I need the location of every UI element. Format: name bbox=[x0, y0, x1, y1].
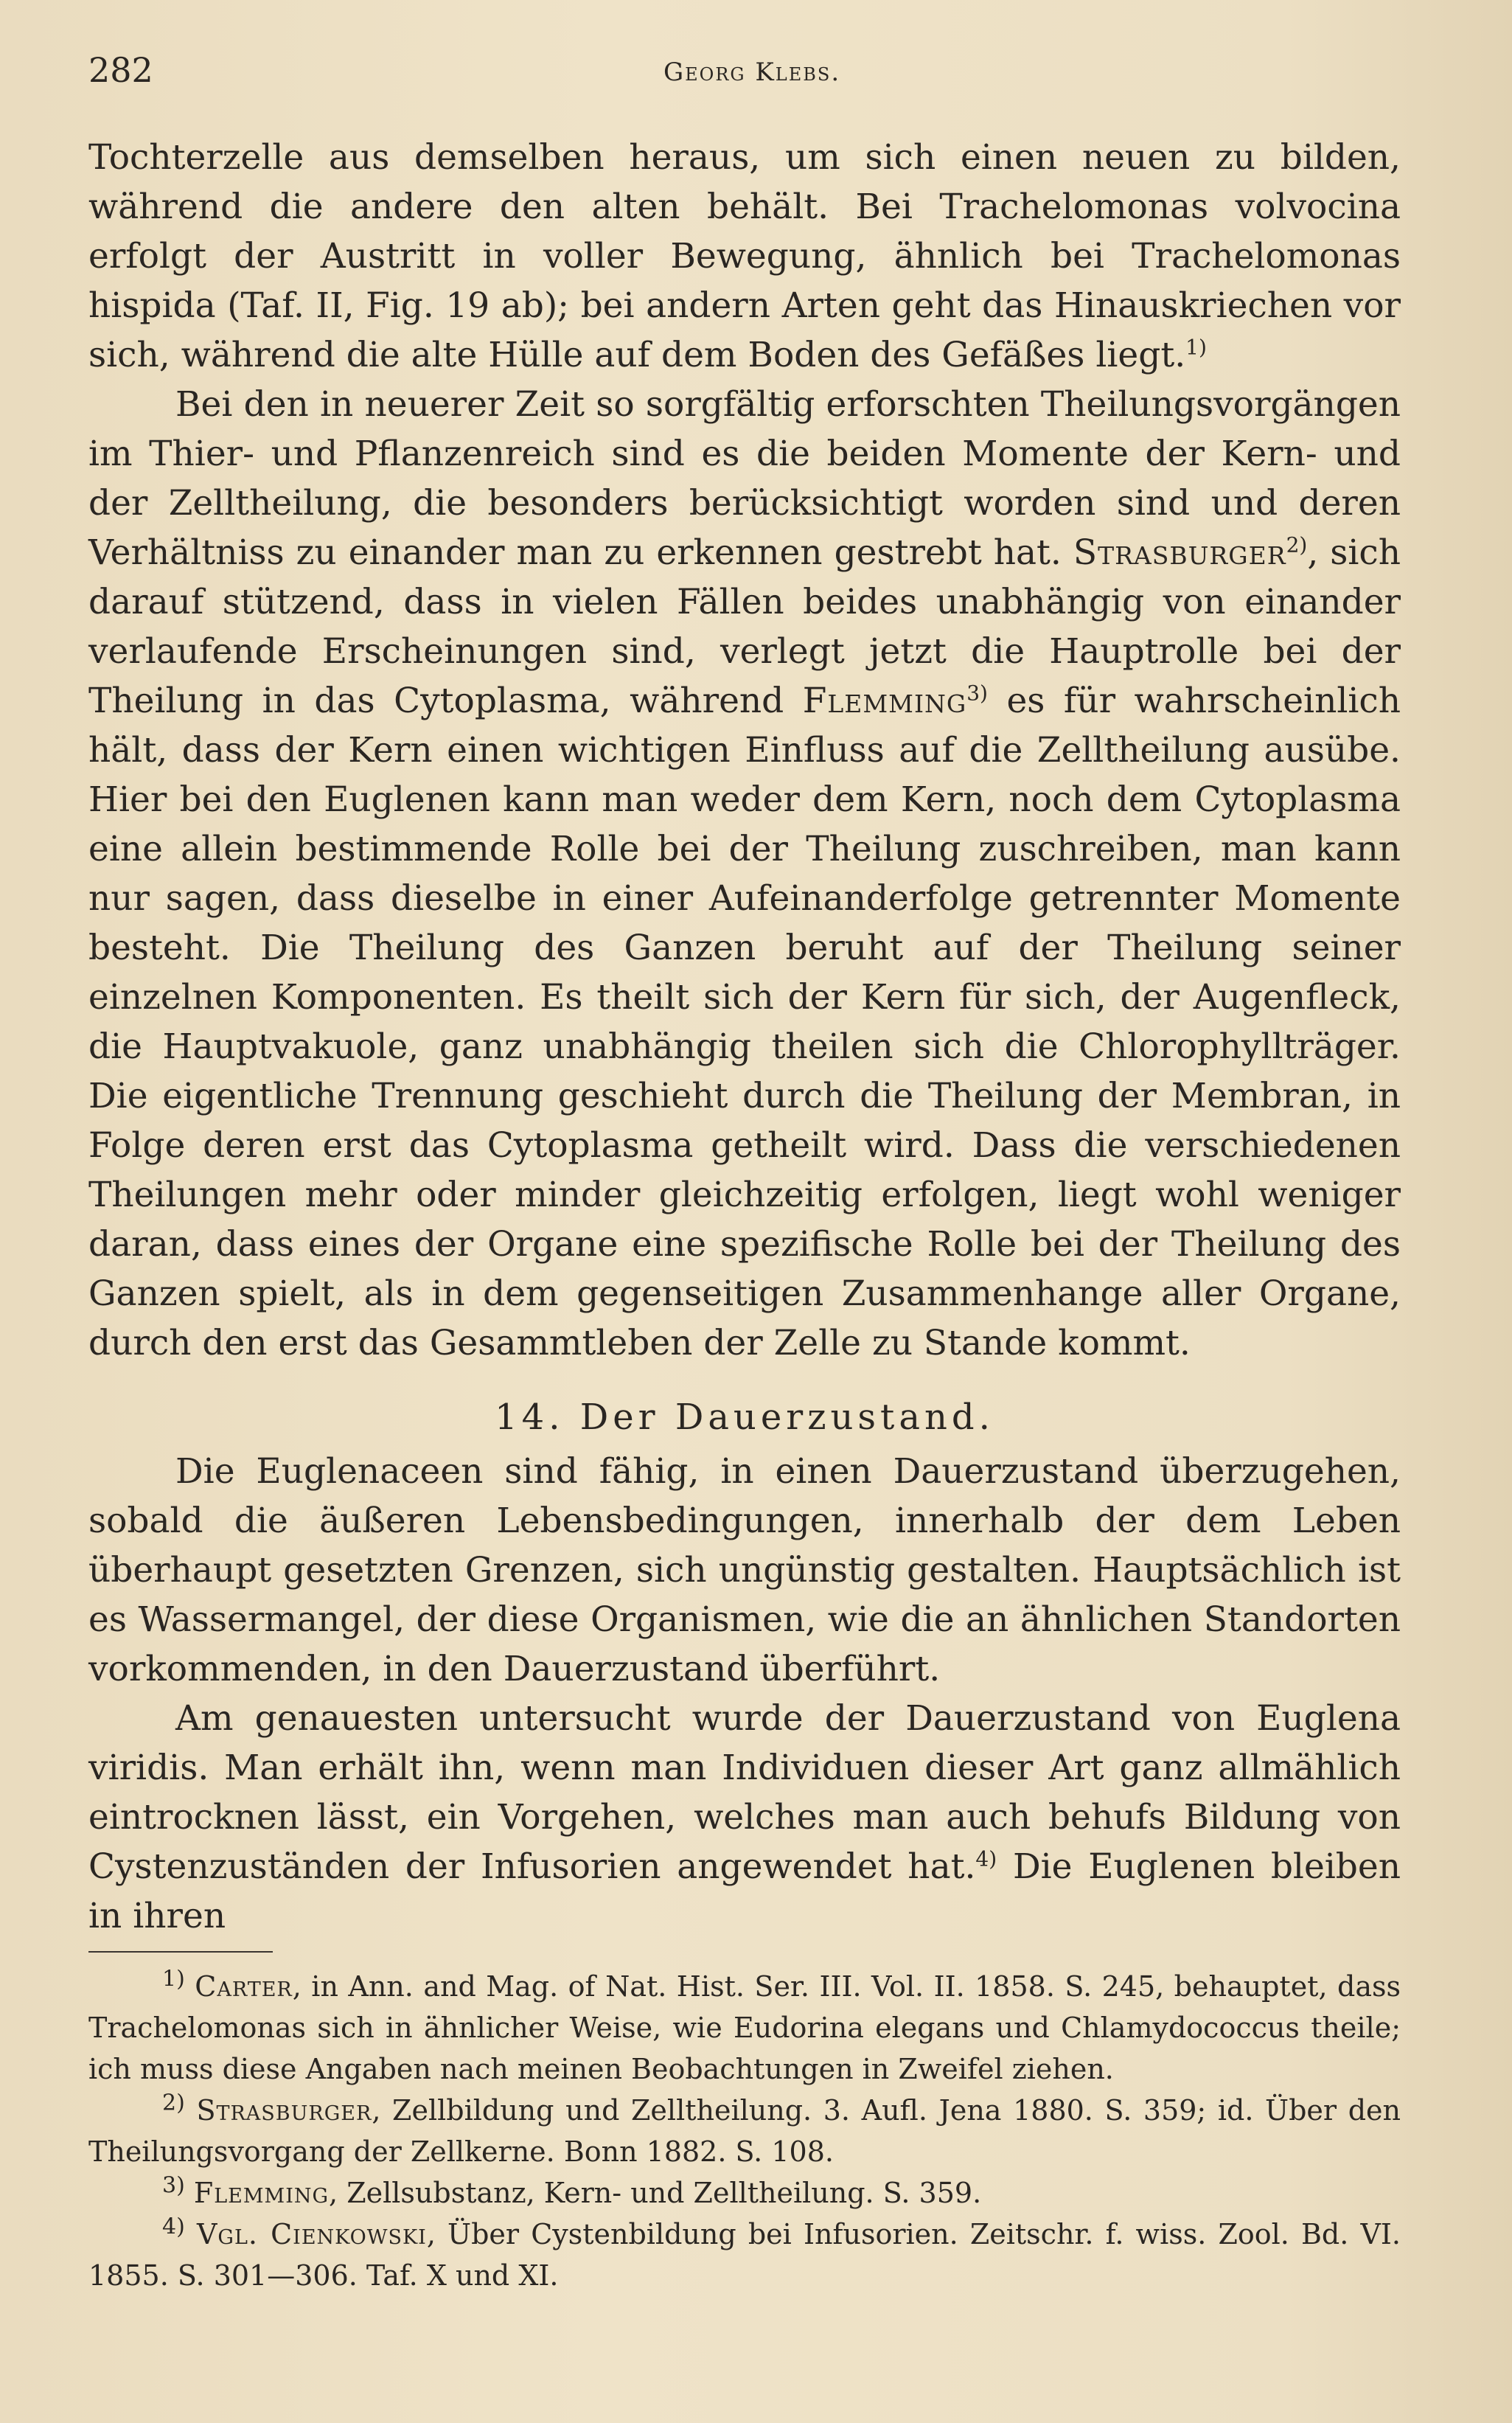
footnote-2 bbox=[88, 2090, 1401, 2172]
page-number: 282 bbox=[88, 50, 153, 90]
footnote-divider bbox=[88, 1951, 273, 1953]
paragraph-3: Die Euglenaceen sind fähig, in einen Dauerzustand überzugehen, sobald die äußeren Lebensbedingungen, innerhalb der dem Leben überhaupt gesetzten Grenzen, sich ungünstig gestalten. Hauptsächlich ist es Wassermangel, der diese Organismen, wie die an ähnlichen Standorten vorkommenden, in den Dauerzustand überführt. bbox=[88, 1451, 1401, 1689]
footnote-ref-4: 4) bbox=[975, 1846, 997, 1871]
footnote-ref-3: 3) bbox=[966, 681, 988, 706]
author-name-strasburger: Strasburger bbox=[1073, 532, 1286, 573]
footnote-text: , in Ann. and Mag. of Nat. Hist. Ser. III. Vol. II. 1858. S. 245, behauptet, dass Trachelomonas sich in ähnlicher Weise, wie Eudorina elegans und Chlamydococcus theile; ich muss diese Angaben nach meinen Beobachtungen in Zweifel ziehen. bbox=[88, 1970, 1401, 2085]
footnote-text: , Zellbildung und Zelltheilung. 3. Aufl. Jena 1880. S. 359; id. Über den Theilungsvorgang der Zellkerne. Bonn 1882. S. 108. bbox=[88, 2094, 1401, 2168]
paragraph-2-text-c: es für wahrscheinlich hält, dass der Kern einen wichtigen Einfluss auf die Zelltheilung ausübe. Hier bei den Euglenen kann man weder dem Kern, noch dem Cytoplasma eine allein bestimmende Rolle bei der Theilung zuschreiben, man kann nur sagen, dass dieselbe in einer Aufeinanderfolge getrennter Momente besteht. Die Theilung des Ganzen beruht auf der Theilung seiner einzelnen Komponenten. Es theilt sich der Kern für sich, der Augenfleck, die Hauptvakuole, ganz unabhängig theilen sich die Chlorophyllträger. Die eigentliche Trennung geschieht durch die Theilung der Membran, in Folge deren erst das Cytoplasma getheilt wird. Dass die verschiedenen Theilungen mehr oder minder gleichzeitig erfolgen, liegt wohl weniger daran, dass eines der Organe eine spezifische Rolle bei der Theilung des Ganzen spielt, als in dem gegenseitigen Zusammenhange aller Organe, durch den erst das Gesammtleben der Zelle zu Stande kommt. bbox=[88, 681, 1401, 1363]
footnote-ref-1: 1) bbox=[1185, 335, 1207, 360]
footnote-text: , Über Cystenbildung bei Infusorien. Zeitschr. f. wiss. Zool. Bd. VI. 1855. S. 301—306. Taf. X und XI. bbox=[88, 2218, 1401, 2292]
running-head-author: Georg Klebs. bbox=[663, 58, 841, 87]
running-head bbox=[88, 50, 1401, 94]
footnote-number: 1) bbox=[162, 1966, 185, 1992]
footnote-4 bbox=[88, 2214, 1401, 2296]
footnote-3 bbox=[88, 2172, 1401, 2214]
footnote-number: 2) bbox=[162, 2090, 185, 2116]
paragraph-1 bbox=[88, 133, 1401, 380]
footnote-1 bbox=[88, 1966, 1401, 2090]
paragraph-4-text-a: Am genauesten untersucht wurde der Dauerzustand von Euglena viridis. Man erhält ihn, wenn man Individuen dieser Art ganz allmählich eintrocknen lässt, ein Vorgehen, welches man auch behufs Bildung von Cystenzuständen der Infusorien angewendet hat. bbox=[88, 1698, 1401, 1887]
paragraph-4 bbox=[88, 1694, 1401, 1941]
footnote-number: 3) bbox=[162, 2172, 185, 2199]
footnotes bbox=[88, 1966, 1401, 2296]
footnote-number: 4) bbox=[162, 2214, 185, 2240]
footnote-author: Strasburger bbox=[196, 2094, 372, 2127]
paragraph-2-text-a: Bei den in neuerer Zeit so sorgfältig erforschten Theilungsvorgängen im Thier- und Pflanzenreich sind es die beiden Momente der Kern- und der Zelltheilung, die besonders berücksichtigt worden sind und deren Verhältniss zu einander man zu erkennen gestrebt hat. bbox=[88, 384, 1401, 573]
footnote-text: , Zellsubstanz, Kern- und Zelltheilung. S. 359. bbox=[329, 2177, 982, 2209]
body-text bbox=[88, 133, 1401, 1941]
footnote-author: Flemming bbox=[193, 2177, 330, 2209]
paragraph-1-text: Tochterzelle aus demselben heraus, um sich einen neuen zu bilden, während die andere den alten behält. Bei Trachelomonas volvocina erfolgt der Austritt in voller Bewegung, ähnlich bei Trachelomonas hispida (Taf. II, Fig. 19 ab); bei andern Arten geht das Hinauskriechen vor sich, während die alte Hülle auf dem Boden des Gefäßes liegt. bbox=[88, 137, 1401, 375]
paragraph-4-text-b: Die Euglenen bleiben in ihren bbox=[88, 1846, 1401, 1936]
section-heading: 14. Der Dauerzustand. bbox=[495, 1397, 994, 1438]
author-name-flemming: Flemming bbox=[802, 681, 967, 721]
footnote-author: Carter bbox=[195, 1970, 293, 2003]
paragraph-2-text-b: , sich darauf stützend, dass in vielen Fällen beides unabhängig von einander verlaufende Erscheinungen sind, verlegt jetzt die Hauptrolle bei der Theilung in das Cytoplasma, während bbox=[88, 532, 1401, 721]
paragraph-2 bbox=[88, 380, 1401, 1368]
footnote-ref-2: 2) bbox=[1286, 532, 1308, 557]
footnote-author: Vgl. Cienkowski bbox=[196, 2218, 427, 2250]
